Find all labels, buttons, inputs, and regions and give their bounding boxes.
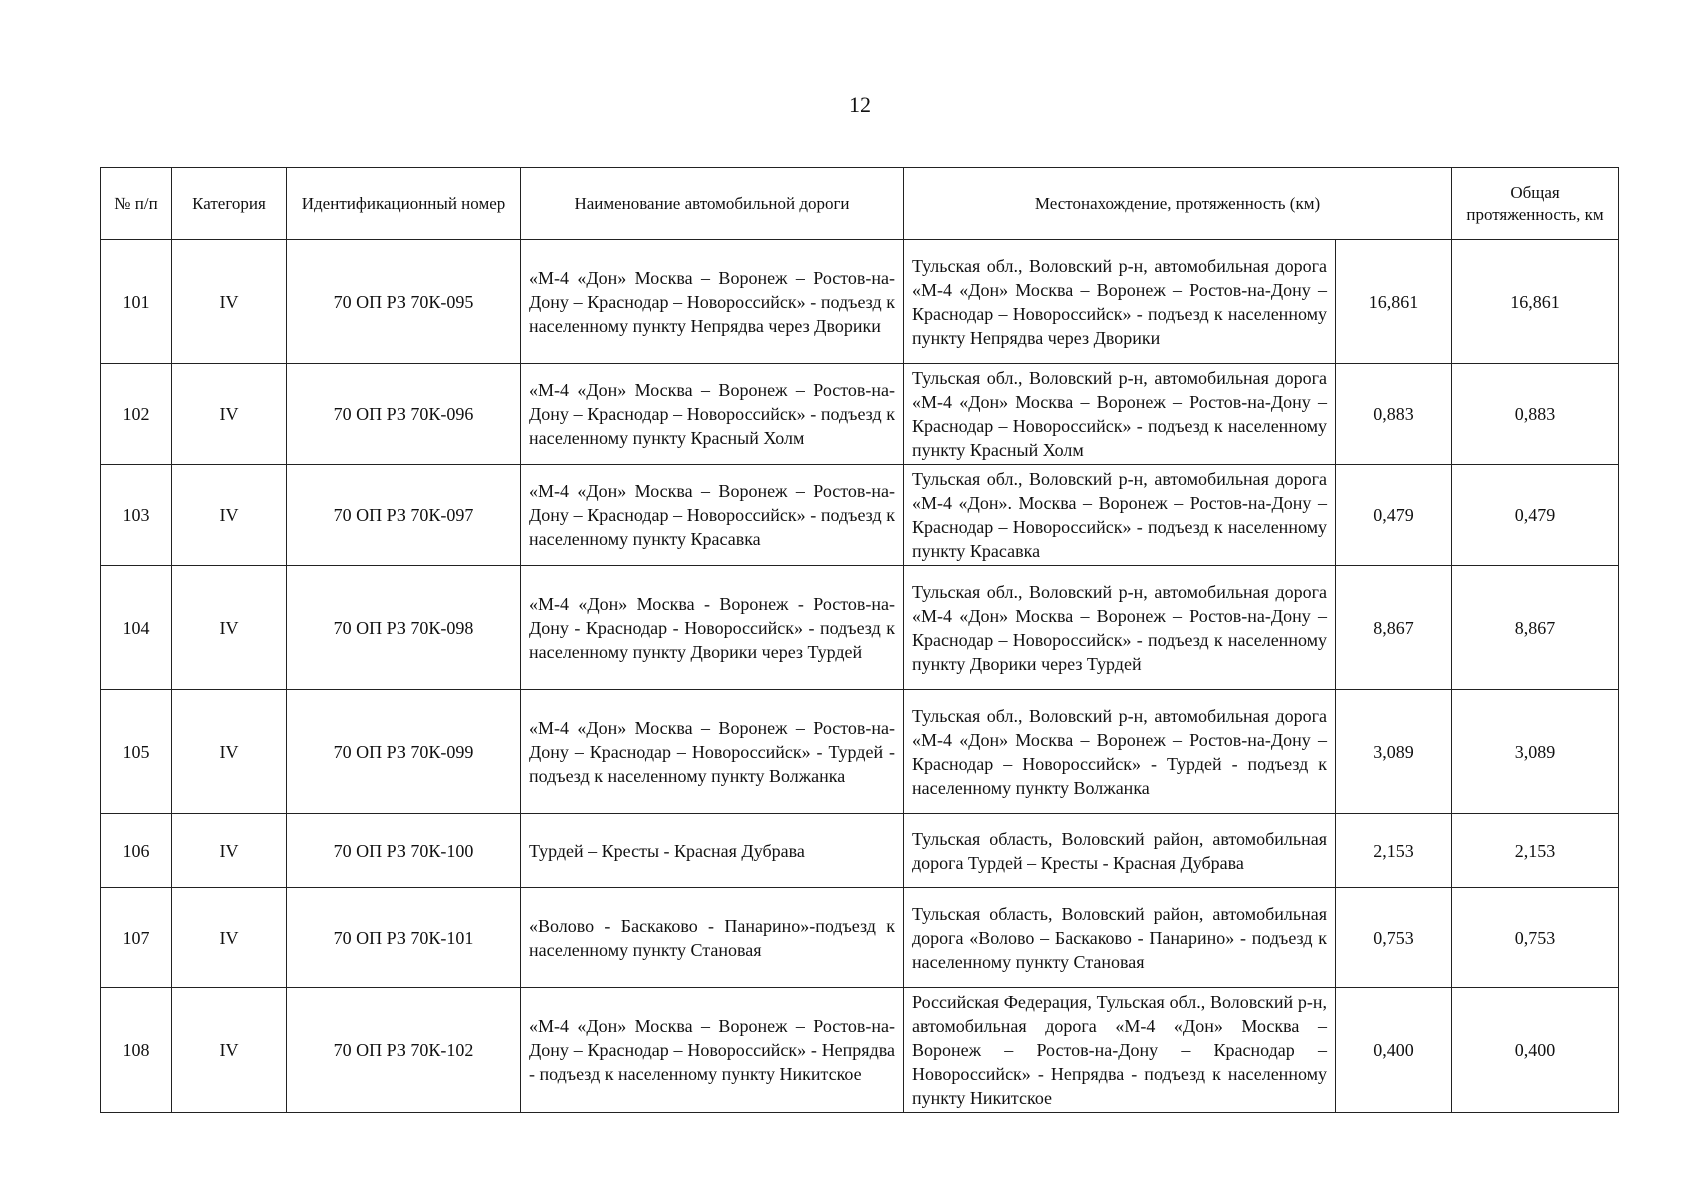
cell-num: 106 bbox=[101, 814, 172, 888]
header-total: Общая протяженность, км bbox=[1452, 168, 1619, 240]
cell-num: 105 bbox=[101, 690, 172, 814]
cell-num: 107 bbox=[101, 888, 172, 988]
cell-category: IV bbox=[172, 240, 287, 364]
cell-category: IV bbox=[172, 888, 287, 988]
page-number: 12 bbox=[849, 92, 871, 117]
cell-id: 70 ОП РЗ 70К-096 bbox=[287, 364, 521, 465]
cell-name: Турдей – Кресты - Красная Дубрава bbox=[521, 814, 904, 888]
cell-category: IV bbox=[172, 465, 287, 566]
table-row bbox=[101, 465, 1619, 566]
cell-num: 101 bbox=[101, 240, 172, 364]
cell-name: «Волово - Баскаково - Панарино»-подъезд к населенному пункту Становая bbox=[521, 888, 904, 988]
roads-table bbox=[100, 167, 1619, 1113]
cell-num: 108 bbox=[101, 988, 172, 1113]
cell-category: IV bbox=[172, 690, 287, 814]
table-header-row bbox=[101, 168, 1619, 240]
cell-location: Тульская обл., Воловский р-н, автомобильная дорога «М-4 «Дон». Москва – Воронеж – Ростов-на-Дону – Краснодар – Новороссийск» - подъезд к населенному пункту Красавка bbox=[904, 465, 1336, 566]
cell-num: 102 bbox=[101, 364, 172, 465]
cell-length: 2,153 bbox=[1336, 814, 1452, 888]
cell-length: 0,883 bbox=[1336, 364, 1452, 465]
cell-location: Тульская обл., Воловский р-н, автомобильная дорога «М-4 «Дон» Москва – Воронеж – Ростов-на-Дону – Краснодар – Новороссийск» - подъезд к населенному пункту Красный Холм bbox=[904, 364, 1336, 465]
header-location: Местонахождение, протяженность (км) bbox=[904, 168, 1452, 240]
cell-total: 0,400 bbox=[1452, 988, 1619, 1113]
table-body bbox=[101, 240, 1619, 1113]
cell-category: IV bbox=[172, 364, 287, 465]
cell-name: «М-4 «Дон» Москва – Воронеж – Ростов-на-Дону – Краснодар – Новороссийск» - Турдей - подъезд к населенному пункту Волжанка bbox=[521, 690, 904, 814]
cell-location: Тульская область, Воловский район, автомобильная дорога Турдей – Кресты - Красная Дубрава bbox=[904, 814, 1336, 888]
cell-length: 3,089 bbox=[1336, 690, 1452, 814]
cell-id: 70 ОП РЗ 70К-095 bbox=[287, 240, 521, 364]
table-row bbox=[101, 364, 1619, 465]
cell-location: Тульская область, Воловский район, автомобильная дорога «Волово – Баскаково - Панарино» - подъезд к населенному пункту Становая bbox=[904, 888, 1336, 988]
cell-id: 70 ОП РЗ 70К-097 bbox=[287, 465, 521, 566]
cell-total: 0,883 bbox=[1452, 364, 1619, 465]
cell-total: 0,479 bbox=[1452, 465, 1619, 566]
header-num: № п/п bbox=[101, 168, 172, 240]
cell-length: 8,867 bbox=[1336, 566, 1452, 690]
cell-name: «М-4 «Дон» Москва - Воронеж - Ростов-на-Дону - Краснодар - Новороссийск» - подъезд к населенному пункту Дворики через Турдей bbox=[521, 566, 904, 690]
header-category: Категория bbox=[172, 168, 287, 240]
table-row bbox=[101, 814, 1619, 888]
cell-location: Тульская обл., Воловский р-н, автомобильная дорога «М-4 «Дон» Москва – Воронеж – Ростов-на-Дону – Краснодар – Новороссийск» - подъезд к населенному пункту Непрядва через Дворики bbox=[904, 240, 1336, 364]
cell-name: «М-4 «Дон» Москва – Воронеж – Ростов-на-Дону – Краснодар – Новороссийск» - подъезд к населенному пункту Красавка bbox=[521, 465, 904, 566]
cell-length: 16,861 bbox=[1336, 240, 1452, 364]
cell-location: Тульская обл., Воловский р-н, автомобильная дорога «М-4 «Дон» Москва – Воронеж – Ростов-на-Дону – Краснодар – Новороссийск» - Турдей - подъезд к населенному пункту Волжанка bbox=[904, 690, 1336, 814]
cell-id: 70 ОП РЗ 70К-100 bbox=[287, 814, 521, 888]
cell-length: 0,400 bbox=[1336, 988, 1452, 1113]
table-row bbox=[101, 988, 1619, 1113]
cell-total: 16,861 bbox=[1452, 240, 1619, 364]
cell-id: 70 ОП РЗ 70К-101 bbox=[287, 888, 521, 988]
cell-id: 70 ОП РЗ 70К-099 bbox=[287, 690, 521, 814]
cell-category: IV bbox=[172, 988, 287, 1113]
cell-num: 103 bbox=[101, 465, 172, 566]
table-row bbox=[101, 690, 1619, 814]
cell-id: 70 ОП РЗ 70К-102 bbox=[287, 988, 521, 1113]
cell-num: 104 bbox=[101, 566, 172, 690]
cell-category: IV bbox=[172, 566, 287, 690]
cell-id: 70 ОП РЗ 70К-098 bbox=[287, 566, 521, 690]
cell-length: 0,753 bbox=[1336, 888, 1452, 988]
table-row bbox=[101, 240, 1619, 364]
cell-name: «М-4 «Дон» Москва – Воронеж – Ростов-на-Дону – Краснодар – Новороссийск» - подъезд к населенному пункту Непрядва через Дворики bbox=[521, 240, 904, 364]
cell-total: 0,753 bbox=[1452, 888, 1619, 988]
cell-name: «М-4 «Дон» Москва – Воронеж – Ростов-на-Дону – Краснодар – Новороссийск» - Непрядва - подъезд к населенному пункту Никитское bbox=[521, 988, 904, 1113]
cell-name: «М-4 «Дон» Москва – Воронеж – Ростов-на-Дону – Краснодар – Новороссийск» - подъезд к населенному пункту Красный Холм bbox=[521, 364, 904, 465]
cell-length: 0,479 bbox=[1336, 465, 1452, 566]
header-name: Наименование автомобильной дороги bbox=[521, 168, 904, 240]
cell-total: 2,153 bbox=[1452, 814, 1619, 888]
header-id: Идентификационный номер bbox=[287, 168, 521, 240]
cell-location: Российская Федерация, Тульская обл., Воловский р-н, автомобильная дорога «М-4 «Дон» Москва – Воронеж – Ростов-на-Дону – Краснодар – Новороссийск» - Непрядва - подъезд к населенному пункту Никитское bbox=[904, 988, 1336, 1113]
table-row bbox=[101, 888, 1619, 988]
cell-category: IV bbox=[172, 814, 287, 888]
table-row bbox=[101, 566, 1619, 690]
cell-total: 3,089 bbox=[1452, 690, 1619, 814]
cell-total: 8,867 bbox=[1452, 566, 1619, 690]
cell-location: Тульская обл., Воловский р-н, автомобильная дорога «М-4 «Дон» Москва – Воронеж – Ростов-на-Дону – Краснодар – Новороссийск» - подъезд к населенному пункту Дворики через Турдей bbox=[904, 566, 1336, 690]
